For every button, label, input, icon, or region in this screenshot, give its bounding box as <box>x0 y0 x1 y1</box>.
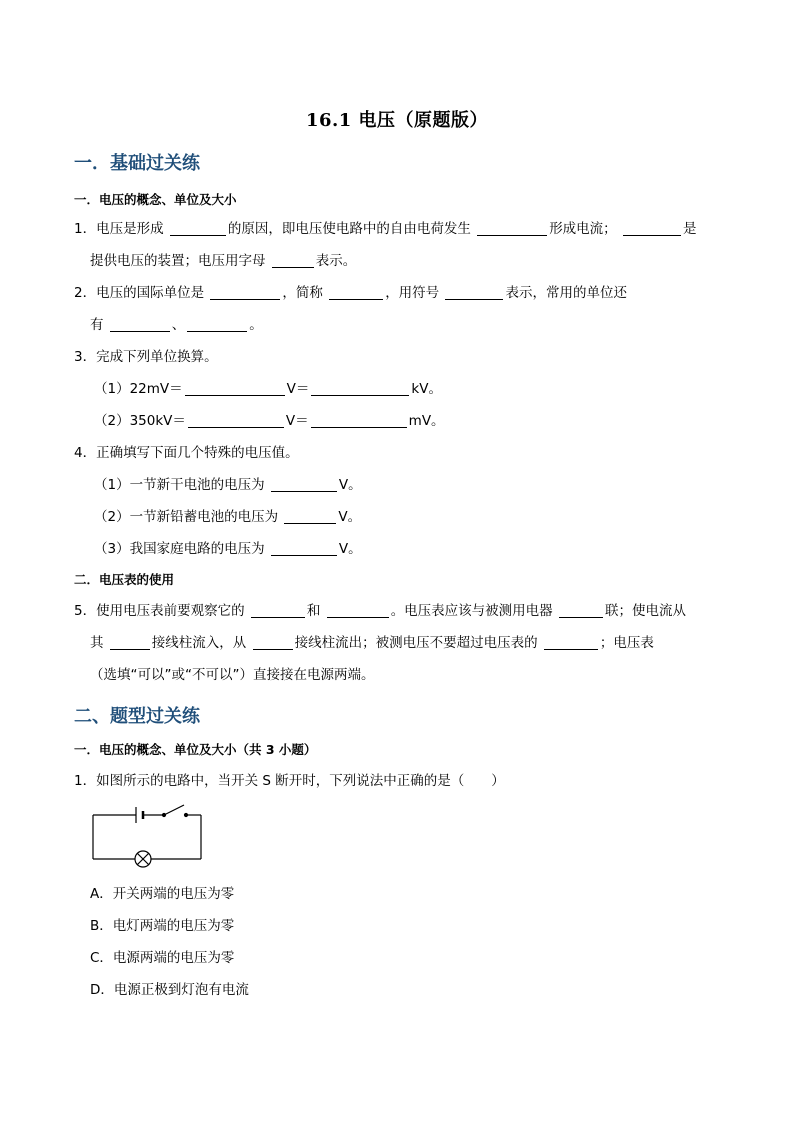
section-heading-question-types: 二、题型过关练 <box>74 706 200 727</box>
answer-blank[interactable] <box>311 413 407 428</box>
text: 联；使电流从 <box>604 603 686 619</box>
text: （3）我国家庭电路的电压为 <box>94 541 269 557</box>
question-4-part-3 <box>94 540 362 558</box>
question-3-part-1 <box>94 380 442 398</box>
text: 有 <box>90 317 108 333</box>
text: （2）350kV＝ <box>94 413 186 429</box>
question-3-stem: 3．完成下列单位换算。 <box>74 349 218 365</box>
answer-blank[interactable] <box>272 253 314 268</box>
answer-blank[interactable] <box>327 603 389 618</box>
mcq-1-option-c[interactable]: C．电源两端的电压为零 <box>90 950 235 966</box>
answer-blank[interactable] <box>477 221 547 236</box>
text: 。电压表应该与被测用电器 <box>390 603 557 619</box>
question-1-line-2 <box>90 252 356 270</box>
answer-blank[interactable] <box>170 221 226 236</box>
answer-blank[interactable] <box>251 603 305 618</box>
question-1-line-1 <box>74 220 696 238</box>
question-5-line-1 <box>74 602 686 620</box>
text: 。 <box>249 317 263 333</box>
text: 表示。 <box>315 253 357 269</box>
answer-blank[interactable] <box>311 381 409 396</box>
mcq-1-option-d[interactable]: D．电源正极到灯泡有电流 <box>90 982 249 998</box>
text: 形成电流； <box>549 221 621 237</box>
answer-blank[interactable] <box>185 381 285 396</box>
text: mV。 <box>408 413 445 429</box>
answer-blank[interactable] <box>623 221 681 236</box>
text: ，简称 <box>282 285 328 301</box>
text: （1）一节新干电池的电压为 <box>94 477 269 493</box>
answer-blank[interactable] <box>284 509 336 524</box>
text: 提供电压的装置；电压用字母 <box>90 253 270 269</box>
question-4-stem: 4．正确填写下面几个特殊的电压值。 <box>74 445 299 461</box>
question-2-line-1 <box>74 284 627 302</box>
subsection-heading-voltage-concept-3: 一．电压的概念、单位及大小（共 3 小题） <box>74 742 317 757</box>
mcq-1-stem: 1．如图所示的电路中，当开关 S 断开时，下列说法中正确的是（ ） <box>74 773 505 789</box>
answer-blank[interactable] <box>210 285 280 300</box>
question-5-line-3: （选填“可以”或“不可以”）直接接在电源两端。 <box>90 667 375 683</box>
text: 的原因，即电压使电路中的自由电荷发生 <box>227 221 476 237</box>
text: 和 <box>306 603 325 619</box>
text: 表示，常用的单位还 <box>505 285 627 301</box>
text: V＝ <box>285 413 309 429</box>
circuit-diagram <box>88 800 208 870</box>
text: 5．使用电压表前要观察它的 <box>74 603 249 619</box>
answer-blank[interactable] <box>329 285 383 300</box>
text: ，用符号 <box>385 285 444 301</box>
answer-blank[interactable] <box>559 603 603 618</box>
question-5-line-2 <box>90 634 654 652</box>
answer-blank[interactable] <box>544 635 598 650</box>
text: 1．电压是形成 <box>74 221 168 237</box>
text: 接线柱流入，从 <box>151 635 251 651</box>
text: kV。 <box>411 381 442 397</box>
section-heading-basic: 一．基础过关练 <box>74 153 200 174</box>
answer-blank[interactable] <box>445 285 503 300</box>
page-title: 16.1 电压（原题版） <box>305 110 489 131</box>
text: 接线柱流出；被测电压不要超过电压表的 <box>294 635 542 651</box>
answer-blank[interactable] <box>271 477 337 492</box>
subsection-heading-voltage-concept: 一．电压的概念、单位及大小 <box>74 192 237 207</box>
answer-blank[interactable] <box>110 317 170 332</box>
text: V。 <box>338 509 362 525</box>
answer-blank[interactable] <box>271 541 337 556</box>
text: V。 <box>338 541 362 557</box>
mcq-1-option-b[interactable]: B．电灯两端的电压为零 <box>90 918 235 934</box>
question-3-part-2 <box>94 412 445 430</box>
subsection-heading-voltmeter: 二．电压表的使用 <box>74 572 175 587</box>
text: （2）一节新铅蓄电池的电压为 <box>94 509 283 525</box>
answer-blank[interactable] <box>110 635 150 650</box>
text: 、 <box>171 317 186 333</box>
text: 其 <box>90 635 108 651</box>
text: （1）22mV＝ <box>94 381 183 397</box>
text: 是 <box>682 221 697 237</box>
answer-blank[interactable] <box>253 635 293 650</box>
mcq-1-option-a[interactable]: A．开关两端的电压为零 <box>90 886 235 902</box>
answer-blank[interactable] <box>187 317 247 332</box>
text: V。 <box>338 477 362 493</box>
question-2-line-2 <box>90 316 263 334</box>
text: V＝ <box>286 381 310 397</box>
answer-blank[interactable] <box>188 413 284 428</box>
question-4-part-1 <box>94 476 362 494</box>
switch-lever-open <box>164 805 184 815</box>
question-4-part-2 <box>94 508 361 526</box>
text: 2．电压的国际单位是 <box>74 285 209 301</box>
text: ；电压表 <box>599 635 654 651</box>
